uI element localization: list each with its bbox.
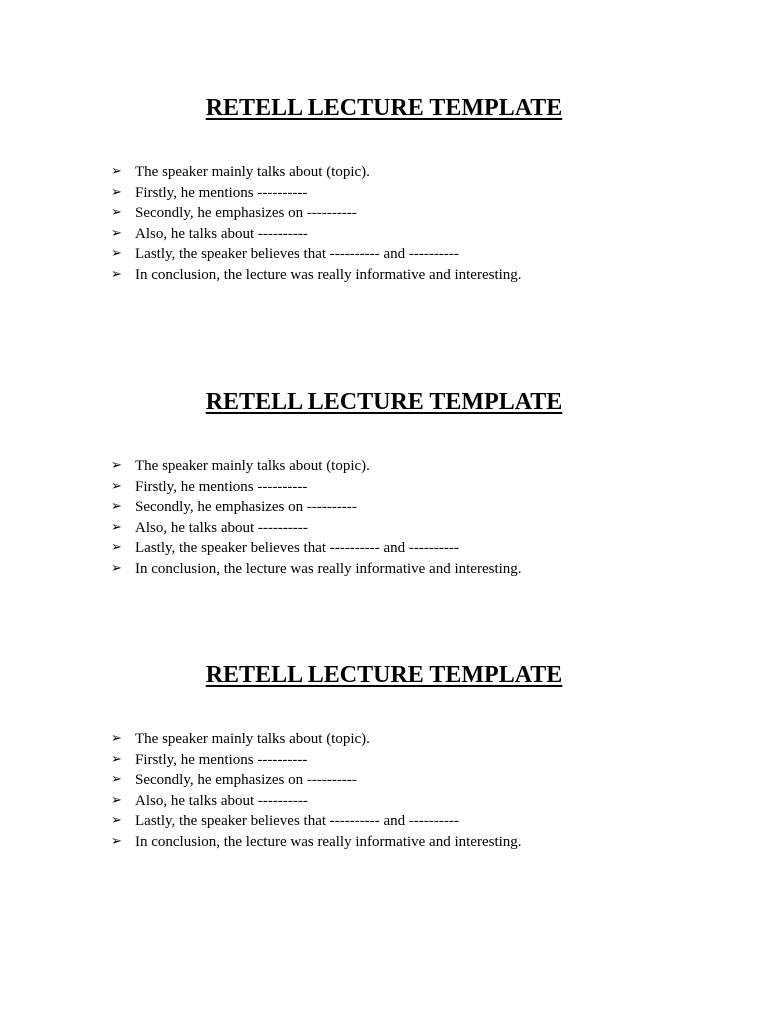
list-item-text: Firstly, he mentions ---------- [135,184,308,201]
arrow-bullet-icon: ➢ [111,540,122,555]
section-title: RETELL LECTURE TEMPLATE [205,662,563,688]
arrow-bullet-icon: ➢ [111,164,122,179]
arrow-bullet-icon: ➢ [111,266,122,282]
list-item-text: The speaker mainly talks about (topic). [135,731,370,747]
arrow-bullet-icon: ➢ [111,772,122,787]
arrow-bullet-icon: ➢ [111,519,122,535]
list-item-text: In conclusion, the lecture was really informative and interesting. [135,833,522,850]
arrow-bullet-icon: ➢ [111,792,122,808]
arrow-bullet-icon: ➢ [111,246,122,261]
list-item-text: The speaker mainly talks about (topic). [135,458,370,474]
arrow-bullet-icon: ➢ [111,478,122,494]
arrow-bullet-icon: ➢ [111,458,122,473]
arrow-bullet-icon: ➢ [111,813,122,828]
arrow-bullet-icon: ➢ [111,833,122,849]
arrow-bullet-icon: ➢ [111,560,122,576]
arrow-bullet-icon: ➢ [111,225,122,241]
list-item-text: Also, he talks about ---------- [135,519,308,536]
section-title: RETELL LECTURE TEMPLATE [205,389,563,415]
arrow-bullet-icon: ➢ [111,499,122,514]
arrow-bullet-icon: ➢ [111,731,122,746]
arrow-bullet-icon: ➢ [111,751,122,767]
list-item-text: Lastly, the speaker believes that ---------- and ---------- [135,540,459,556]
list-item-text: Lastly, the speaker believes that ---------- and ---------- [135,813,459,829]
list-item-text: The speaker mainly talks about (topic). [135,164,370,180]
list-item-text: Also, he talks about ---------- [135,792,308,809]
list-item-text: In conclusion, the lecture was really informative and interesting. [135,266,522,283]
list-item-text: Secondly, he emphasizes on ---------- [135,499,357,515]
list-item-text: Secondly, he emphasizes on ---------- [135,772,357,788]
list-item-text: Lastly, the speaker believes that ---------- and ---------- [135,246,459,262]
list-item-text: Secondly, he emphasizes on ---------- [135,205,357,221]
list-item-text: In conclusion, the lecture was really informative and interesting. [135,560,522,577]
section-title: RETELL LECTURE TEMPLATE [205,95,563,121]
list-item-text: Firstly, he mentions ---------- [135,478,308,495]
arrow-bullet-icon: ➢ [111,205,122,220]
list-item-text: Firstly, he mentions ---------- [135,751,308,768]
arrow-bullet-icon: ➢ [111,184,122,200]
list-item-text: Also, he talks about ---------- [135,225,308,242]
